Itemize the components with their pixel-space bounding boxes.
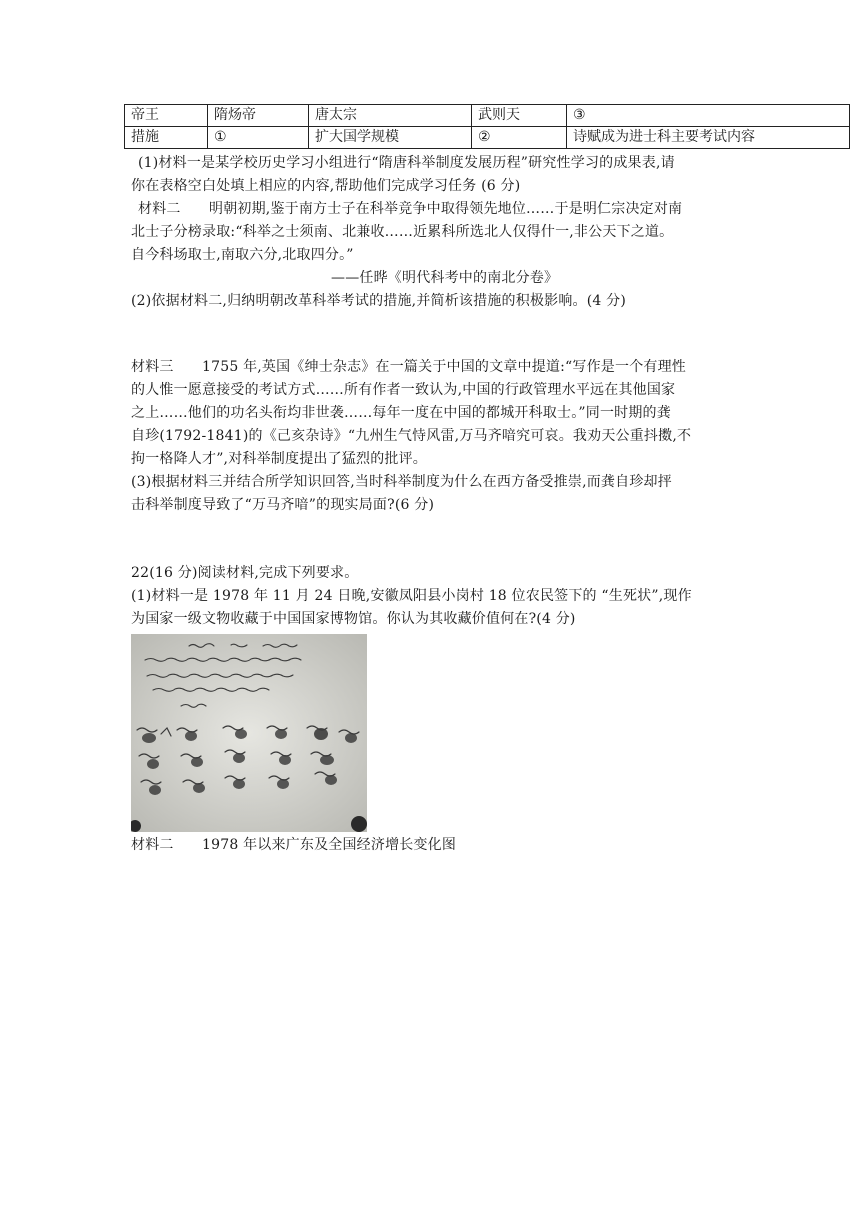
material-3-text: 拘一格降人才”,对科举制度提出了猛烈的批评。 bbox=[131, 451, 428, 467]
table-cell: ③ bbox=[567, 105, 850, 127]
table-cell: ② bbox=[472, 127, 567, 149]
material-3-text: 自珍(1792-1841)的《己亥杂诗》“九州生气恃风雷,万马齐喑究可哀。我劝天公重抖擞,不 bbox=[131, 428, 692, 444]
material-2-text: 自今科场取士,南取六分,北取四分。” bbox=[131, 247, 354, 263]
table-row bbox=[125, 127, 850, 149]
table-cell: 措施 bbox=[125, 127, 208, 149]
question-3-text: 击科举制度导致了“万马齐喑”的现实局面?(6 分) bbox=[131, 497, 435, 513]
material-2-caption: 材料二 1978 年以来广东及全国经济增长变化图 bbox=[131, 837, 457, 853]
material-2-text: 材料二 明朝初期,鉴于南方士子在科举竞争中取得领先地位……于是明仁宗决定对南 bbox=[138, 201, 683, 217]
question-2-text: (2)依据材料二,归纳明朝改革科举考试的措施,并简析该措施的积极影响。(4 分) bbox=[131, 293, 627, 309]
question-22-header: 22(16 分)阅读材料,完成下列要求。 bbox=[131, 565, 359, 581]
question-22-text: (1)材料一是 1978 年 11 月 24 日晚,安徽凤阳县小岗村 18 位农民签下的 “生死状”,现作 bbox=[131, 588, 692, 604]
table-cell: 帝王 bbox=[125, 105, 208, 127]
question-3-text: (3)根据材料三并结合所学知识回答,当时科举制度为什么在西方备受推崇,而龚自珍却抨 bbox=[131, 474, 672, 490]
table-cell: 扩大国学规模 bbox=[309, 127, 472, 149]
table-row bbox=[125, 105, 850, 127]
reform-table bbox=[124, 104, 850, 149]
table-cell: ① bbox=[208, 127, 309, 149]
table-cell: 武则天 bbox=[472, 105, 567, 127]
question-1-text: (1)材料一是某学校历史学习小组进行“隋唐科举制度发展历程”研究性学习的成果表,请 bbox=[138, 155, 675, 171]
material-2-text: 北士子分榜录取:“科举之士须南、北兼收……近累科所选北人仅得什一,非公天下之道。 bbox=[131, 224, 674, 240]
handwritten-scribbles bbox=[131, 634, 367, 832]
table-cell: 唐太宗 bbox=[309, 105, 472, 127]
material-3-text: 之上……他们的功名头衔均非世袭……每年一度在中国的都城开科取士。”同一时期的龚 bbox=[131, 405, 671, 421]
material-3-text: 的人惟一愿意接受的考试方式……所有作者一致认为,中国的行政管理水平远在其他国家 bbox=[131, 382, 676, 398]
material-3-text: 材料三 1755 年,英国《绅士杂志》在一篇关于中国的文章中提道:“写作是一个有理性 bbox=[131, 359, 687, 375]
question-22-text: 为国家一级文物收藏于中国国家博物馆。你认为其收藏价值何在?(4 分) bbox=[131, 611, 576, 627]
table-cell: 诗赋成为进士科主要考试内容 bbox=[567, 127, 850, 149]
handwritten-contract-photo bbox=[131, 634, 367, 832]
table-cell: 隋炀帝 bbox=[208, 105, 309, 127]
material-2-source: ——任晔《明代科考中的南北分卷》 bbox=[331, 270, 559, 286]
question-1-text: 你在表格空白处填上相应的内容,帮助他们完成学习任务 (6 分) bbox=[131, 178, 521, 194]
